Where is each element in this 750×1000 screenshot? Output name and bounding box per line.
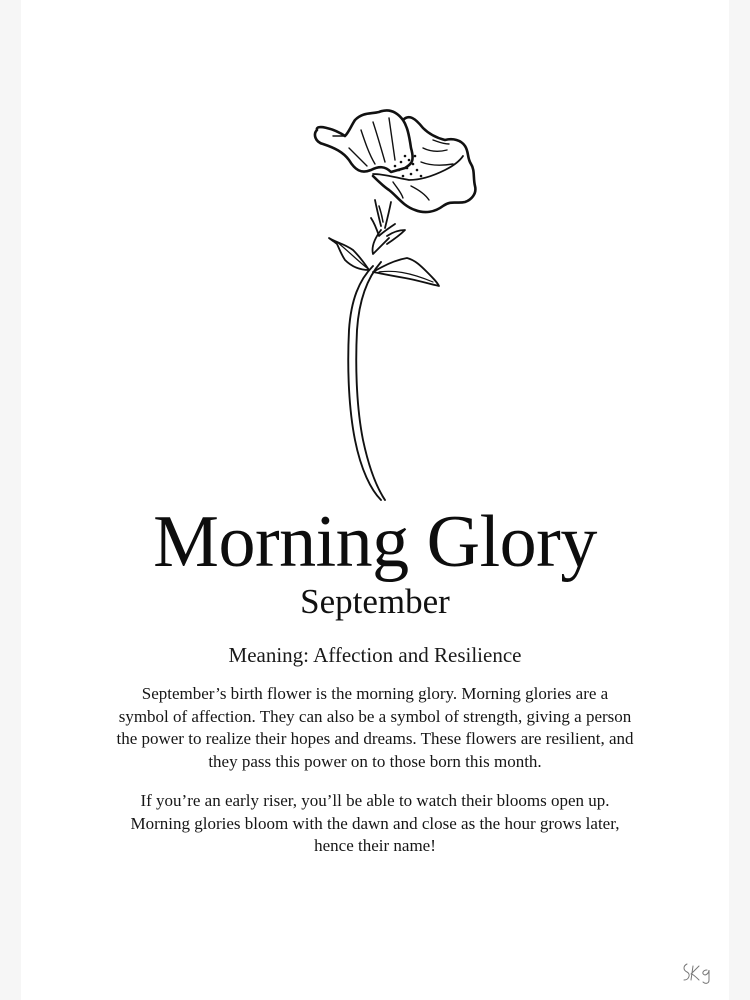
morning-glory-illustration bbox=[293, 90, 513, 510]
poster bbox=[21, 0, 729, 1000]
birth-month: September bbox=[300, 582, 450, 621]
flower-title: Morning Glory bbox=[153, 501, 597, 583]
flower-meaning: Meaning: Affection and Resilience bbox=[228, 643, 522, 667]
description-paragraph-2: If you’re an early riser, you’ll be able to watch their blooms open up. Morning glories bloom with the dawn and close as the hour grows later, hence their name! bbox=[130, 791, 620, 855]
artist-signature-icon bbox=[679, 960, 715, 986]
description-paragraph-1: September’s birth flower is the morning glory. Morning glories are a symbol of affection. They can also be a symbol of strength, giving a person the power to realize their hopes and dreams. These flowers are resilient, and they pass this power on to those born this month. bbox=[116, 684, 634, 771]
